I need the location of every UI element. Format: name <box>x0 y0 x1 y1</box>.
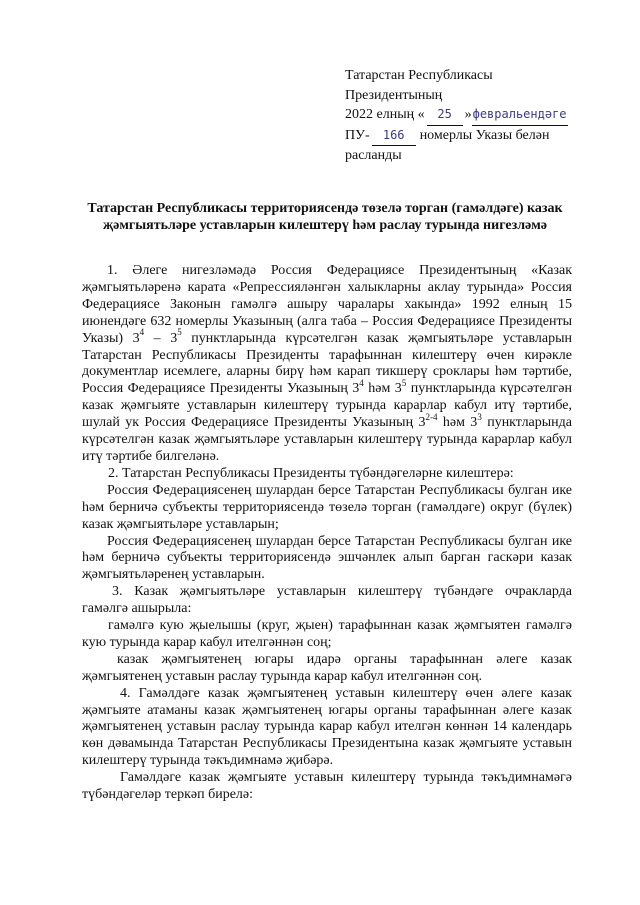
p1-text-c: пунктларында күрсәтелгән казак җәмгыятьләре уставларын Татарстан Республикасы Президенты тарафыннан килештерү өчен кирәкле документлар исемлеге, аларны бирү һәм карап тикшерү сроклары һәм тәртибе, Россия Федерациясе Президенты Указының 3 <box>82 330 572 397</box>
paragraph-2: 2. Татарстан Республикасы Президенты түбәндәгеләрне килештерә: <box>108 465 514 481</box>
decree-month-suffix: ендәге <box>523 107 567 121</box>
document-body <box>82 263 572 804</box>
p1-text-g: пунктларында күрсәтелгән казак җәмгыятьләре уставларын килештерү турында карарлар кабул итү тәртибе билгеләнә. <box>82 415 573 464</box>
date-prefix: 2022 елның « <box>345 107 425 122</box>
approval-line-date <box>345 105 595 126</box>
p1-sup-3: 4 <box>359 377 364 388</box>
p1-sup-1: 4 <box>139 326 145 337</box>
p1-text-b: – 3 <box>144 330 178 346</box>
number-prefix: ПУ- <box>345 127 370 143</box>
decree-day: 25 <box>427 105 463 126</box>
decree-number: 166 <box>372 126 416 147</box>
p1-sup-4: 5 <box>401 377 407 388</box>
p1-text-e: пунктларында күрсәтелгән казак җәмгыяте уставларын килештерү турында карарлар кабул итү тәртибе, шулай ук Россия Федерациясе Президенты Указының 3 <box>82 381 572 431</box>
paragraph-4: Россия Федерациясенең шулардан берсе Татарстан Республикасы булган ике һәм берничә субъекты территориясендә эшчәнлек алып барган гаскәри казак җәмгыятьләренең уставларын. <box>82 533 572 583</box>
p1-sup-6: 3 <box>477 411 482 422</box>
paragraph-1 <box>82 263 572 466</box>
paragraph-3: Россия Федерациясенең шулардан берсе Татарстан Республикасы булган ике һәм берничә субъекты территориясендә төзелә торган (гамәлдәге) округ (бүлек) казак җәмгыятьләре уставларын; <box>82 482 572 532</box>
decree-month-name: февраль <box>472 107 524 121</box>
p1-text-a: 1. Әлеге нигезләмәдә Россия Федерациясе Президентының «Казак җәмгыятьләренә карата «Репрессияләнгән халыкларны аклау турында» Россия Федерациясе Законын гамәлгә ашыру чаралары хакында» 1992 елның 15 июнендәге 632 номерлы Указының (алга таба – Россия Федерациясе Президенты Указы) 3 <box>82 263 572 346</box>
approval-stamp <box>345 66 595 166</box>
paragraph-7: казак җәмгыятенең югары идарә органы тарафыннан әлеге казак җәмгыятенең уставын раслау турында карар кабул ителгәннән соң. <box>82 651 572 684</box>
p1-sup-5: 2-4 <box>425 411 438 422</box>
document-title: Татарстан Республикасы территориясендә төзелә торган (гамәлдәге) казак җәмгыятьләре уставларын килештерү һәм раслау турында нигезләмә <box>87 201 563 233</box>
decree-month <box>472 105 568 126</box>
p1-text-f: һәм 3 <box>437 415 478 431</box>
date-mid: » <box>464 107 472 122</box>
number-suffix: номерлы Указы белән <box>419 127 550 143</box>
approval-line-number <box>345 126 595 147</box>
approval-line-republic: Татарстан Республикасы <box>345 68 493 83</box>
p1-sup-2: 5 <box>177 326 182 337</box>
paragraph-9: Гамәлдәге казак җәмгыяте уставын килештерү турында тәкъдимнамәгә түбәндәгеләр теркәп бирелә: <box>82 770 572 803</box>
paragraph-6: гамәлгә кую җыелышы (круг, җыен) тарафыннан казак җәмгыятен гамәлгә кую турында карар кабул ителгәннән соң; <box>82 618 572 650</box>
paragraph-8: 4. Гамәлдәге казак җәмгыятенең уставын килештерү өчен әлеге казак җәмгыяте атаманы казак җәмгыятенең югары органы тарафыннан әлеге казак җәмгыятенең уставын раслау турында карар кабул ителгән көннән 14 календарь көн дәвамында Татарстан Республикасы Президентына казак җәмгыяте уставын килештерү турында тәкъдимнамә җибәрә. <box>82 685 572 769</box>
approval-line-approved: расланды <box>345 148 402 163</box>
paragraph-5: 3. Казак җәмгыятьләре уставларын килештерү түбәндәге очракларда гамәлгә ашырыла: <box>82 584 572 617</box>
p1-text-d: һәм 3 <box>363 381 402 397</box>
approval-line-president: Президентының <box>345 87 443 103</box>
